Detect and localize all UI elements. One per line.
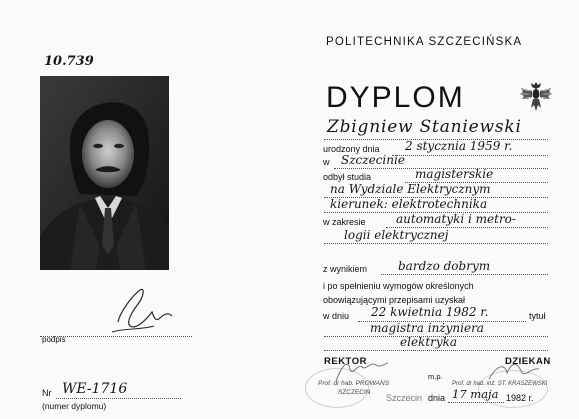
requirements-line1: i po spełnieniu wymogów określonych bbox=[323, 281, 474, 291]
institution-name: POLITECHNIKA SZCZECIŃSKA bbox=[326, 36, 523, 48]
result-prefix: z wynikiem bbox=[323, 264, 368, 274]
requirements-line2: obowiązującymi przepisami uzyskał bbox=[323, 295, 466, 305]
diploma-number-label: Nr bbox=[42, 388, 52, 398]
issue-date: 17 maja bbox=[452, 387, 499, 401]
birth-date: 2 stycznia 1959 r. bbox=[405, 139, 513, 153]
specialization-line1: automatyki i metro- bbox=[396, 212, 516, 226]
faculty: na Wydziale Elektrycznym bbox=[330, 182, 491, 196]
rector-label: REKTOR bbox=[324, 356, 367, 367]
diploma-number-caption: (numer dyplomu) bbox=[42, 401, 107, 411]
degree-line1: magistra inżyniera bbox=[370, 321, 484, 335]
studies-prefix: odbył studia bbox=[323, 172, 372, 182]
field-of-study: kierunek: elektrotechnika bbox=[330, 197, 488, 211]
degree-line2-rule bbox=[324, 350, 548, 351]
birth-prefix: urodzony dnia bbox=[323, 144, 380, 154]
rector-stamp-city: SZCZECIN bbox=[338, 389, 371, 396]
result: bardzo dobrym bbox=[398, 259, 491, 273]
reference-number: 10.739 bbox=[44, 54, 94, 69]
holder-name: Zbigniew Staniewski bbox=[327, 117, 522, 137]
degree-line2: elektryka bbox=[400, 335, 458, 349]
dean-stamp-name: Prof. dr hab. inż. ST. KRASZEWSKI bbox=[452, 381, 548, 387]
holder-signature bbox=[110, 282, 180, 337]
diploma-number-line bbox=[56, 398, 181, 399]
specialization-line2: logii elektrycznej bbox=[344, 228, 449, 242]
issue-year: 1982 r. bbox=[506, 393, 534, 403]
specialization-line2-rule bbox=[324, 243, 548, 244]
issue-date-line bbox=[448, 402, 504, 403]
rector-stamp-name: Prof. dr hab. PROWANS bbox=[318, 380, 390, 387]
holder-photo bbox=[40, 76, 169, 270]
birth-place: Szczecinie bbox=[341, 153, 405, 167]
specialization-prefix: w zakresie bbox=[323, 217, 366, 227]
birth-place-prefix: w bbox=[323, 157, 330, 167]
document-title: DYPLOM bbox=[326, 81, 465, 114]
award-date-prefix: w dniu bbox=[323, 311, 350, 321]
birth-date-line bbox=[392, 155, 548, 156]
signature-caption: podpis bbox=[42, 335, 66, 344]
dean-label: DZIEKAN bbox=[505, 356, 551, 367]
polish-eagle-emblem-icon bbox=[519, 78, 553, 114]
award-date: 22 kwietnia 1982 r. bbox=[371, 305, 489, 319]
award-date-suffix: tytuł bbox=[529, 311, 546, 321]
result-line bbox=[381, 274, 548, 275]
studies-type: magisterskie bbox=[415, 167, 494, 181]
diploma-number: WE-1716 bbox=[62, 381, 128, 397]
mp-label: m.p. bbox=[428, 372, 443, 381]
issue-date-prefix: dnia bbox=[428, 393, 446, 403]
issue-city: Szczecin bbox=[386, 393, 423, 403]
